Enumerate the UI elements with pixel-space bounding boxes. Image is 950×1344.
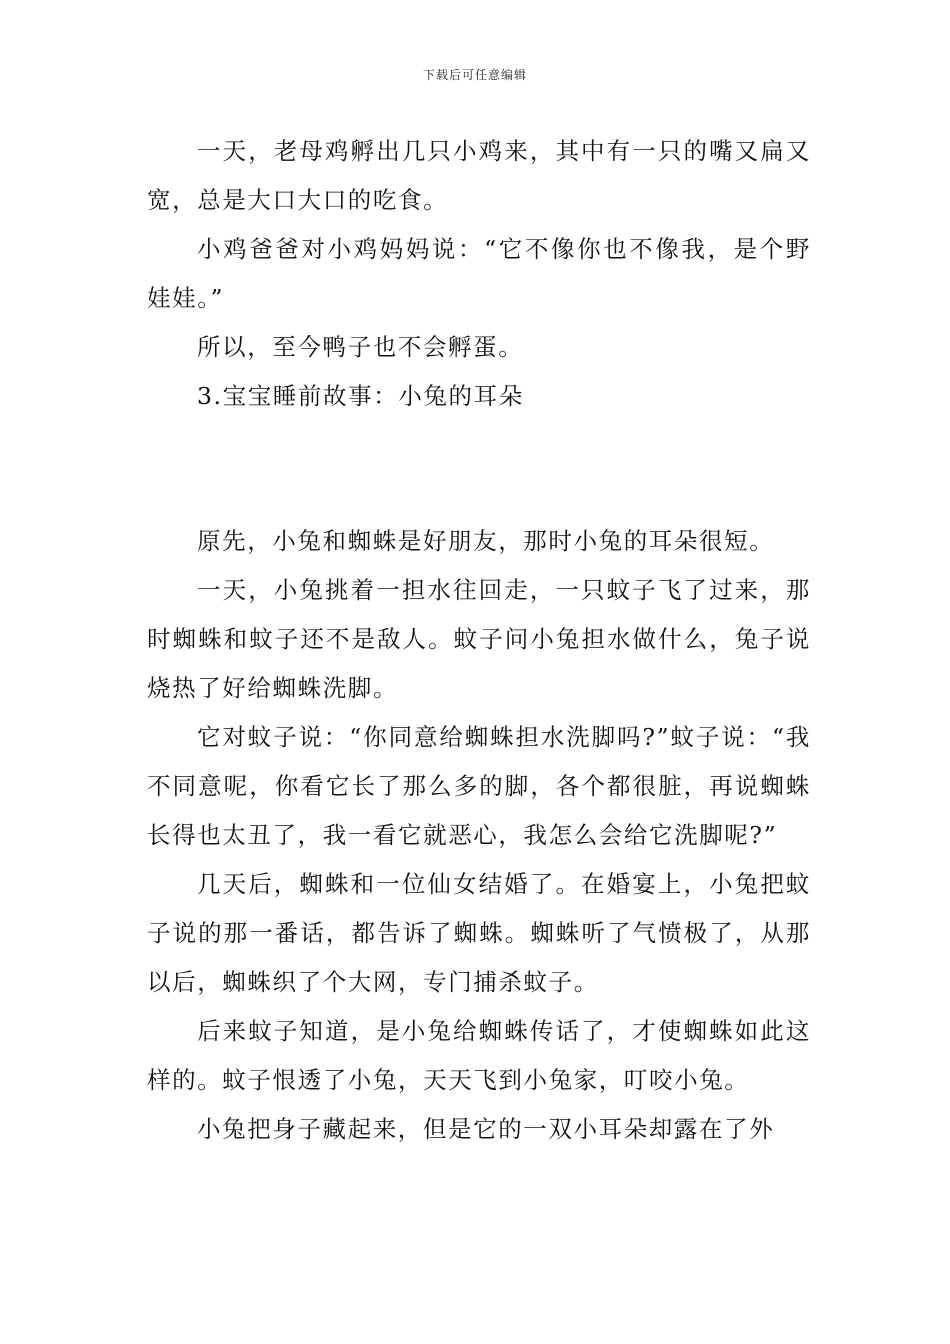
paragraph: 所以，至今鸭子也不会孵蛋。 (197, 333, 524, 361)
section-heading: 3.宝宝睡前故事：小兔的耳朵 (197, 382, 524, 410)
paragraph: 几天后，蜘蛛和一位仙女结婚了。在婚宴上，小兔把蚊子说的那一番话，都告诉了蜘蛛。蜘蛛听了气愤极了，从那以后，蜘蛛织了个大网，专门捕杀蚊子。 (147, 870, 811, 996)
blank-spacer (147, 421, 811, 517)
paragraph: 后来蚊子知道，是小兔给蜘蛛传话了，才使蜘蛛如此这样的。蚊子恨透了小兔，天天飞到小兔家，叮咬小兔。 (147, 1017, 811, 1094)
paragraph: 原先，小兔和蜘蛛是好朋友，那时小兔的耳朵很短。 (197, 527, 775, 555)
document-body (147, 127, 811, 1154)
paragraph: 一天，老母鸡孵出几只小鸡来，其中有一只的嘴又扁又宽，总是大口大口的吃食。 (147, 137, 811, 214)
paragraph: 一天，小兔挑着一担水往回走，一只蚊子飞了过来，那时蜘蛛和蚊子还不是敌人。蚊子问小兔担水做什么，兔子说烧热了好给蜘蛛洗脚。 (147, 576, 811, 702)
paragraph: 小鸡爸爸对小鸡妈妈说：“它不像你也不像我，是个野娃娃。” (147, 235, 811, 312)
paragraph: 小兔把身子藏起来，但是它的一双小耳朵却露在了外 (197, 1115, 775, 1143)
paragraph: 它对蚊子说：“你同意给蜘蛛担水洗脚吗?”蚊子说：“我不同意呢，你看它长了那么多的脚，各个都很脏，再说蜘蛛长得也太丑了，我一看它就恶心，我怎么会给它洗脚呢?” (147, 723, 811, 849)
page-header-note: 下载后可任意编辑 (422, 68, 527, 82)
